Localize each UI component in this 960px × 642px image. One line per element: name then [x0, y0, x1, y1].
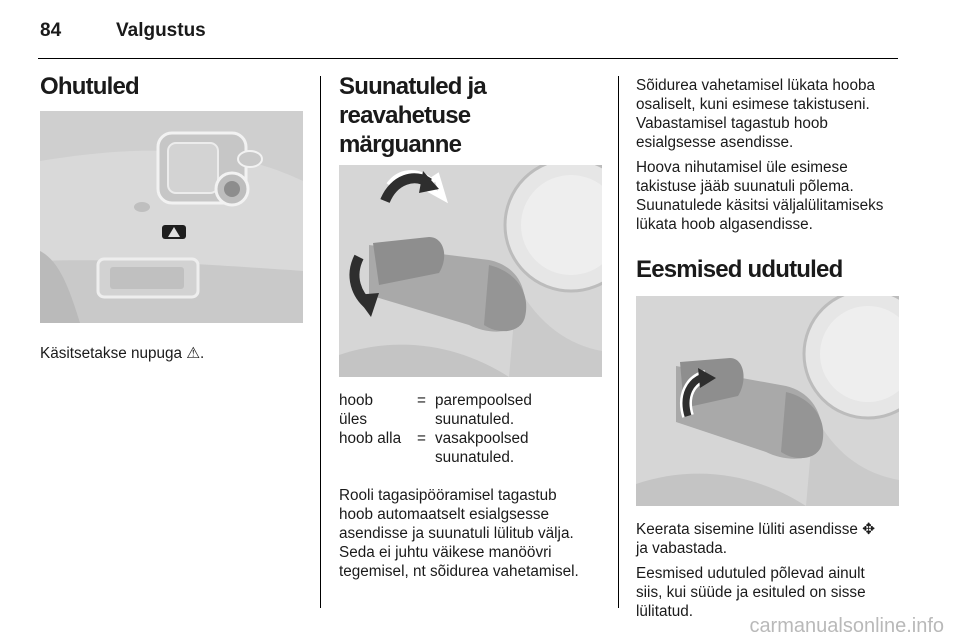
heading-line-2: märguanne	[339, 131, 462, 158]
text-line: osaliselt, kuni esimese takistuseni.	[636, 96, 870, 113]
turn-signal-lever-illustration	[339, 165, 602, 377]
text-line: lülitatud.	[636, 603, 693, 620]
section-heading-fog-lights: Eesmised udutuled	[636, 256, 843, 283]
section-heading-turn-signals	[339, 72, 603, 159]
watermark: carmanualsonline.info	[749, 615, 944, 637]
fog-switch-paragraph	[636, 520, 902, 558]
hazard-switch-illustration	[40, 111, 303, 323]
lever-hold-paragraph	[636, 158, 902, 234]
term: hoob	[339, 392, 374, 409]
text-line: Suunatulede käsitsi väljalülitamiseks	[636, 197, 884, 214]
text-line: tegemisel, nt sõidurea vahetamisel.	[339, 563, 579, 580]
column-turn-signals	[339, 72, 603, 581]
chapter-title: Valgustus	[116, 20, 206, 41]
text-line: Seda ei juhtu väikese manöövri	[339, 544, 552, 561]
text-line: hoob automaatselt esialgsesse	[339, 506, 550, 523]
definition-row-down	[339, 429, 532, 467]
hazard-warning-icon: ⚠	[186, 345, 200, 362]
term-continued: üles	[339, 411, 368, 428]
column-divider-1	[320, 76, 321, 608]
equals-sign: =	[417, 392, 426, 409]
fog-light-switch-illustration	[636, 296, 899, 506]
text-line: siis, kui süüde ja esituled on sisse	[636, 584, 866, 601]
text-line: Vabastamisel tagastub hoob	[636, 115, 828, 132]
page-number: 84	[40, 20, 62, 41]
text-line: lükata hoob algasendisse.	[636, 216, 813, 233]
return-paragraph	[339, 486, 603, 581]
lane-change-paragraph	[636, 76, 902, 152]
column-divider-2	[618, 76, 619, 608]
term: hoob alla	[339, 430, 402, 447]
text-line: Eesmised udutuled põlevad ainult	[636, 565, 865, 582]
fog-condition-paragraph	[636, 564, 902, 621]
front-fog-light-icon: ✥	[862, 521, 875, 538]
heading-line-1: Suunatuled ja reavahetuse	[339, 73, 486, 129]
text-line: Hoova nihutamisel üle esimese	[636, 159, 848, 176]
definition: vasakpoolsed	[435, 430, 529, 447]
hazard-text-end: .	[200, 345, 205, 362]
text-line: ja vabastada.	[636, 540, 727, 557]
text-line: asendisse ja suunatuli lülitub välja.	[339, 525, 574, 542]
header-rule	[38, 58, 898, 59]
definition-continued: suunatuled.	[435, 449, 515, 466]
hazard-text: Käsitsetakse nupuga	[40, 345, 187, 362]
text-line: Rooli tagasipööramisel tagastub	[339, 487, 557, 504]
text-line: takistuse jääb suunatuli põlema.	[636, 178, 854, 195]
text-line: Sõidurea vahetamisel lükata hooba	[636, 77, 875, 94]
section-heading-hazard: Ohutuled	[40, 73, 139, 100]
definition: parempoolsed	[435, 392, 532, 409]
definition-continued: suunatuled.	[435, 411, 515, 428]
text-line: esialgsesse asendisse.	[636, 134, 794, 151]
column-lane-change-and-fog	[636, 72, 902, 621]
column-hazard-lights	[40, 72, 304, 363]
hazard-paragraph	[40, 344, 304, 363]
definition-row-up	[339, 391, 532, 429]
equals-sign: =	[417, 430, 426, 447]
text-line: Keerata sisemine lüliti asendisse	[636, 521, 863, 538]
lever-definitions	[339, 391, 532, 467]
